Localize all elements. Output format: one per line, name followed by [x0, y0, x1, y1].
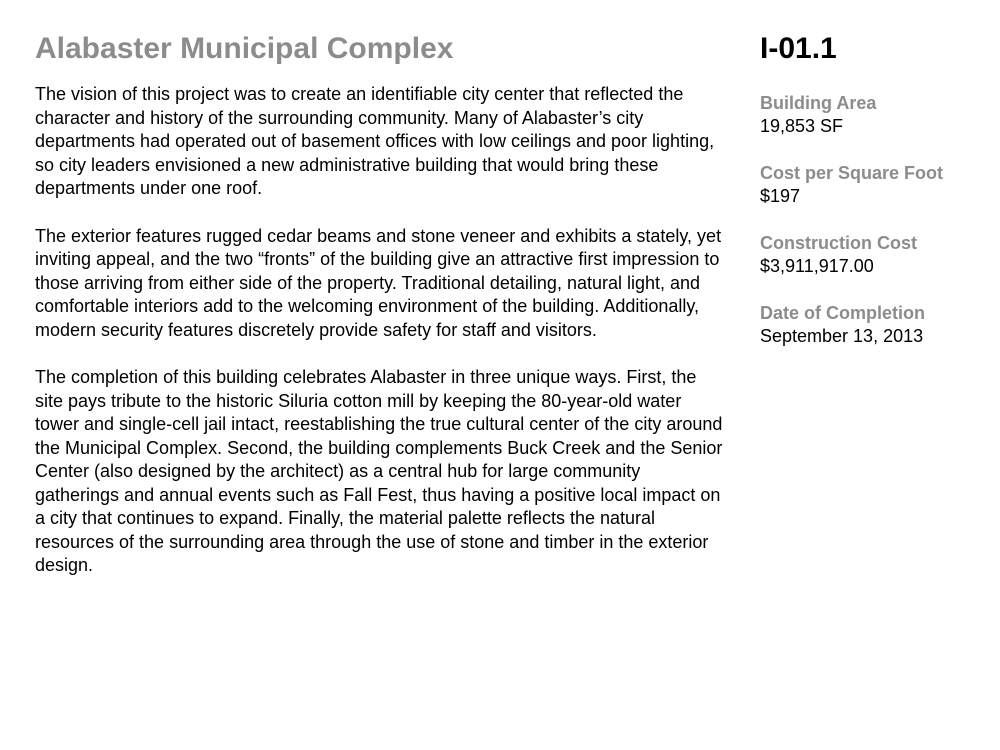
main-column: [35, 30, 725, 602]
fact-label: Construction Cost: [760, 233, 917, 253]
fact-value: September 13, 2013: [760, 326, 924, 346]
fact-date-of-completion: [760, 302, 985, 348]
paragraph-vision: The vision of this project was to create an identifiable city center that reflected the character and history of the surrounding community. Many of Alabaster’s city departments had operated out of basement offices with low ceilings and poor lighting, so city leaders envisioned a new administrative building that would bring these departments under one roof.: [35, 84, 715, 198]
fact-building-area: [760, 92, 985, 138]
fact-cost-per-square-foot: [760, 162, 985, 208]
fact-sidebar: [760, 30, 985, 372]
paragraph-completion: The completion of this building celebrates Alabaster in three unique ways. First, the site pays tribute to the historic Siluria cotton mill by keeping the 80-year-old water tower and single-cell jail intact, reestablishing the true cultural center of the city around the Municipal Complex. Second, the building complements Buck Creek and the Senior Center (also designed by the architect) as a central hub for large community gatherings and annual events such as Fall Fest, thus having a positive local impact on a city that continues to expand. Finally, the material palette reflects the natural resources of the surrounding area through the use of stone and timber in the exterior design.: [35, 367, 723, 575]
page-id: I-01.1: [760, 32, 837, 65]
fact-label: Date of Completion: [760, 303, 925, 323]
fact-list: [760, 92, 985, 348]
fact-value: $3,911,917.00: [760, 256, 874, 276]
body-text: [35, 83, 725, 578]
paragraph-exterior: The exterior features rugged cedar beams and stone veneer and exhibits a stately, yet inviting appeal, and the two “fronts” of the building give an attractive first impression to those arriving from either side of the property. Traditional detailing, natural light, and comfortable interiors add to the welcoming environment of the building. Additionally, modern security features discretely provide safety for staff and visitors.: [35, 225, 722, 340]
fact-value: 19,853 SF: [760, 116, 844, 136]
fact-label: Building Area: [760, 93, 877, 113]
fact-construction-cost: [760, 232, 985, 278]
page-title: Alabaster Municipal Complex: [35, 32, 454, 65]
fact-value: $197: [760, 186, 801, 206]
fact-label: Cost per Square Foot: [760, 163, 944, 183]
